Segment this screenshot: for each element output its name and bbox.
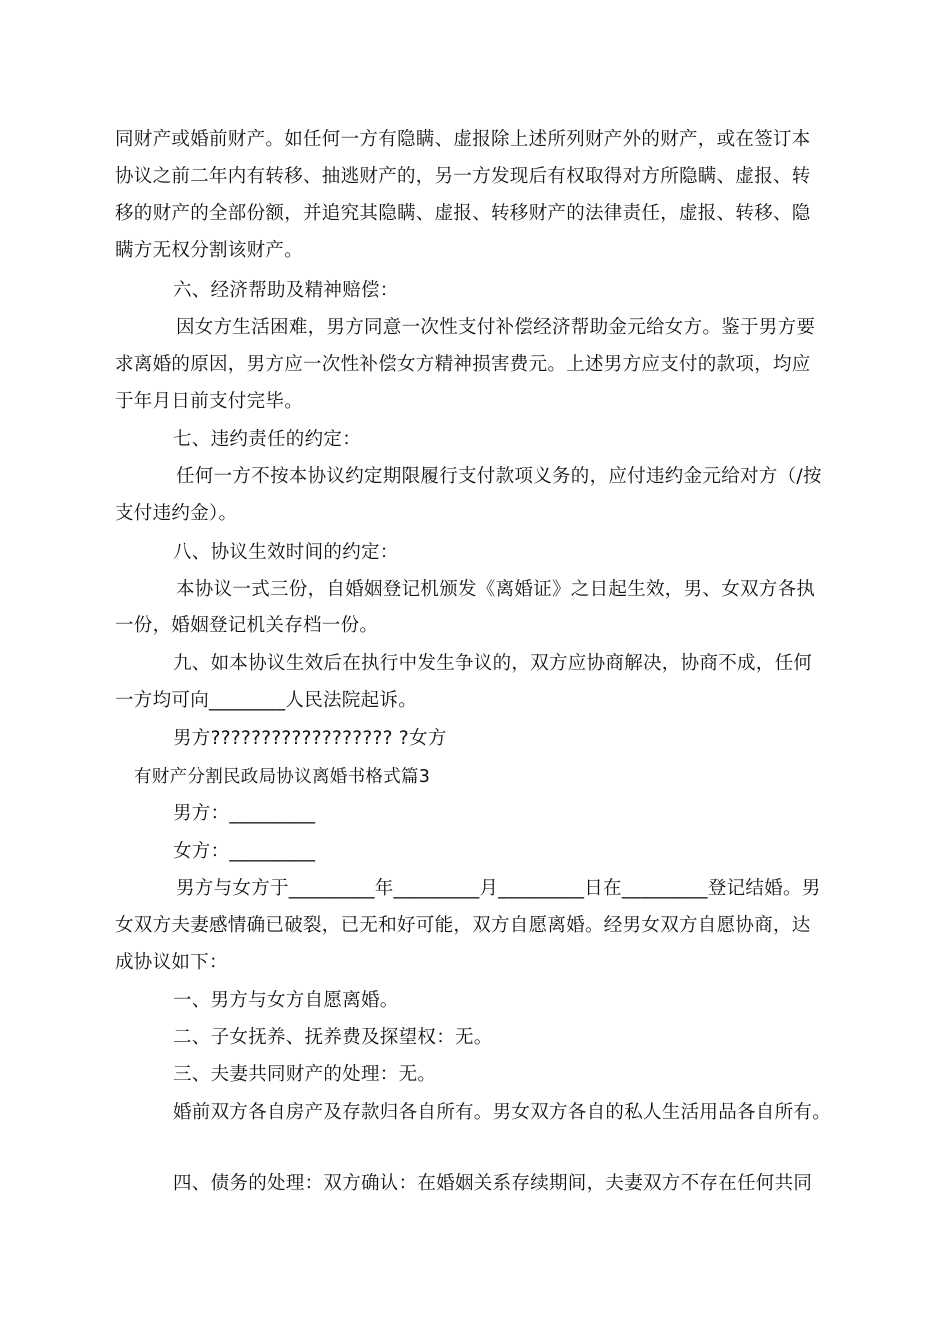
paragraph-line: 婚前双方各自房产及存款归各自所有。男女双方各自的私人生活用品各自所有。 [173,1102,832,1123]
paragraph-line: 一份，婚姻登记机关存档一份。 [115,615,379,636]
clause-1: 一、男方与女方自愿离婚。 [173,990,399,1011]
clause-2: 二、子女抚养、抚养费及探望权：无。 [173,1027,493,1048]
paragraph-line: 任何一方不按本协议约定期限履行支付款项义务的，应付违约金元给对方（/按 [176,466,822,487]
paragraph-line: 于年月日前支付完毕。 [115,391,304,412]
signature-line: 男方?????????????????? ?女方 [173,728,447,749]
female-party-field: 女方：_________ [173,841,316,862]
male-party-field: 男方：_________ [173,803,316,824]
section-heading-9: 九、如本协议生效后在执行中发生争议的，双方应协商解决，协商不成，任何 [173,653,813,674]
paragraph-line: 因女方生活困难，男方同意一次性支付补偿经济帮助金元给女方。鉴于男方要 [176,317,816,338]
section-heading-8: 八、协议生效时间的约定： [173,542,399,563]
section-heading-6: 六、经济帮助及精神赔偿： [173,280,399,301]
paragraph-line: 男方与女方于_________年_________月_________日在_________登记结婚。男 [176,878,821,899]
paragraph-line: 本协议一式三份，自婚姻登记机颁发《离婚证》之日起生效，男、女双方各执 [176,579,816,600]
paragraph-line: 瞒方无权分割该财产。 [115,240,304,261]
paragraph-line: 求离婚的原因，男方应一次性补偿女方精神损害费元。上述男方应支付的款项，均应 [115,354,811,375]
paragraph-line: 同财产或婚前财产。如任何一方有隐瞒、虚报除上述所列财产外的财产，或在签订本 [115,129,811,150]
section-heading-7: 七、违约责任的约定： [173,429,362,450]
paragraph-line: 协议之前二年内有转移、抽逃财产的，另一方发现后有权取得对方所隐瞒、虚报、转 [115,166,811,187]
paragraph-line: 成协议如下： [115,952,228,973]
paragraph-line: 女双方夫妻感情确已破裂，已无和好可能，双方自愿离婚。经男女双方自愿协商，达 [115,915,811,936]
clause-3: 三、夫妻共同财产的处理：无。 [173,1064,437,1085]
paragraph-line: 支付违约金）。 [115,503,238,524]
clause-4: 四、债务的处理：双方确认：在婚姻关系存续期间，夫妻双方不存在任何共同 [173,1173,813,1194]
paragraph-line: 一方均可向________人民法院起诉。 [115,690,418,711]
article-title: 有财产分割民政局协议离婚书格式篇3 [134,767,431,787]
paragraph-line: 移的财产的全部份额，并追究其隐瞒、虚报、转移财产的法律责任，虚报、转移、隐 [115,203,811,224]
